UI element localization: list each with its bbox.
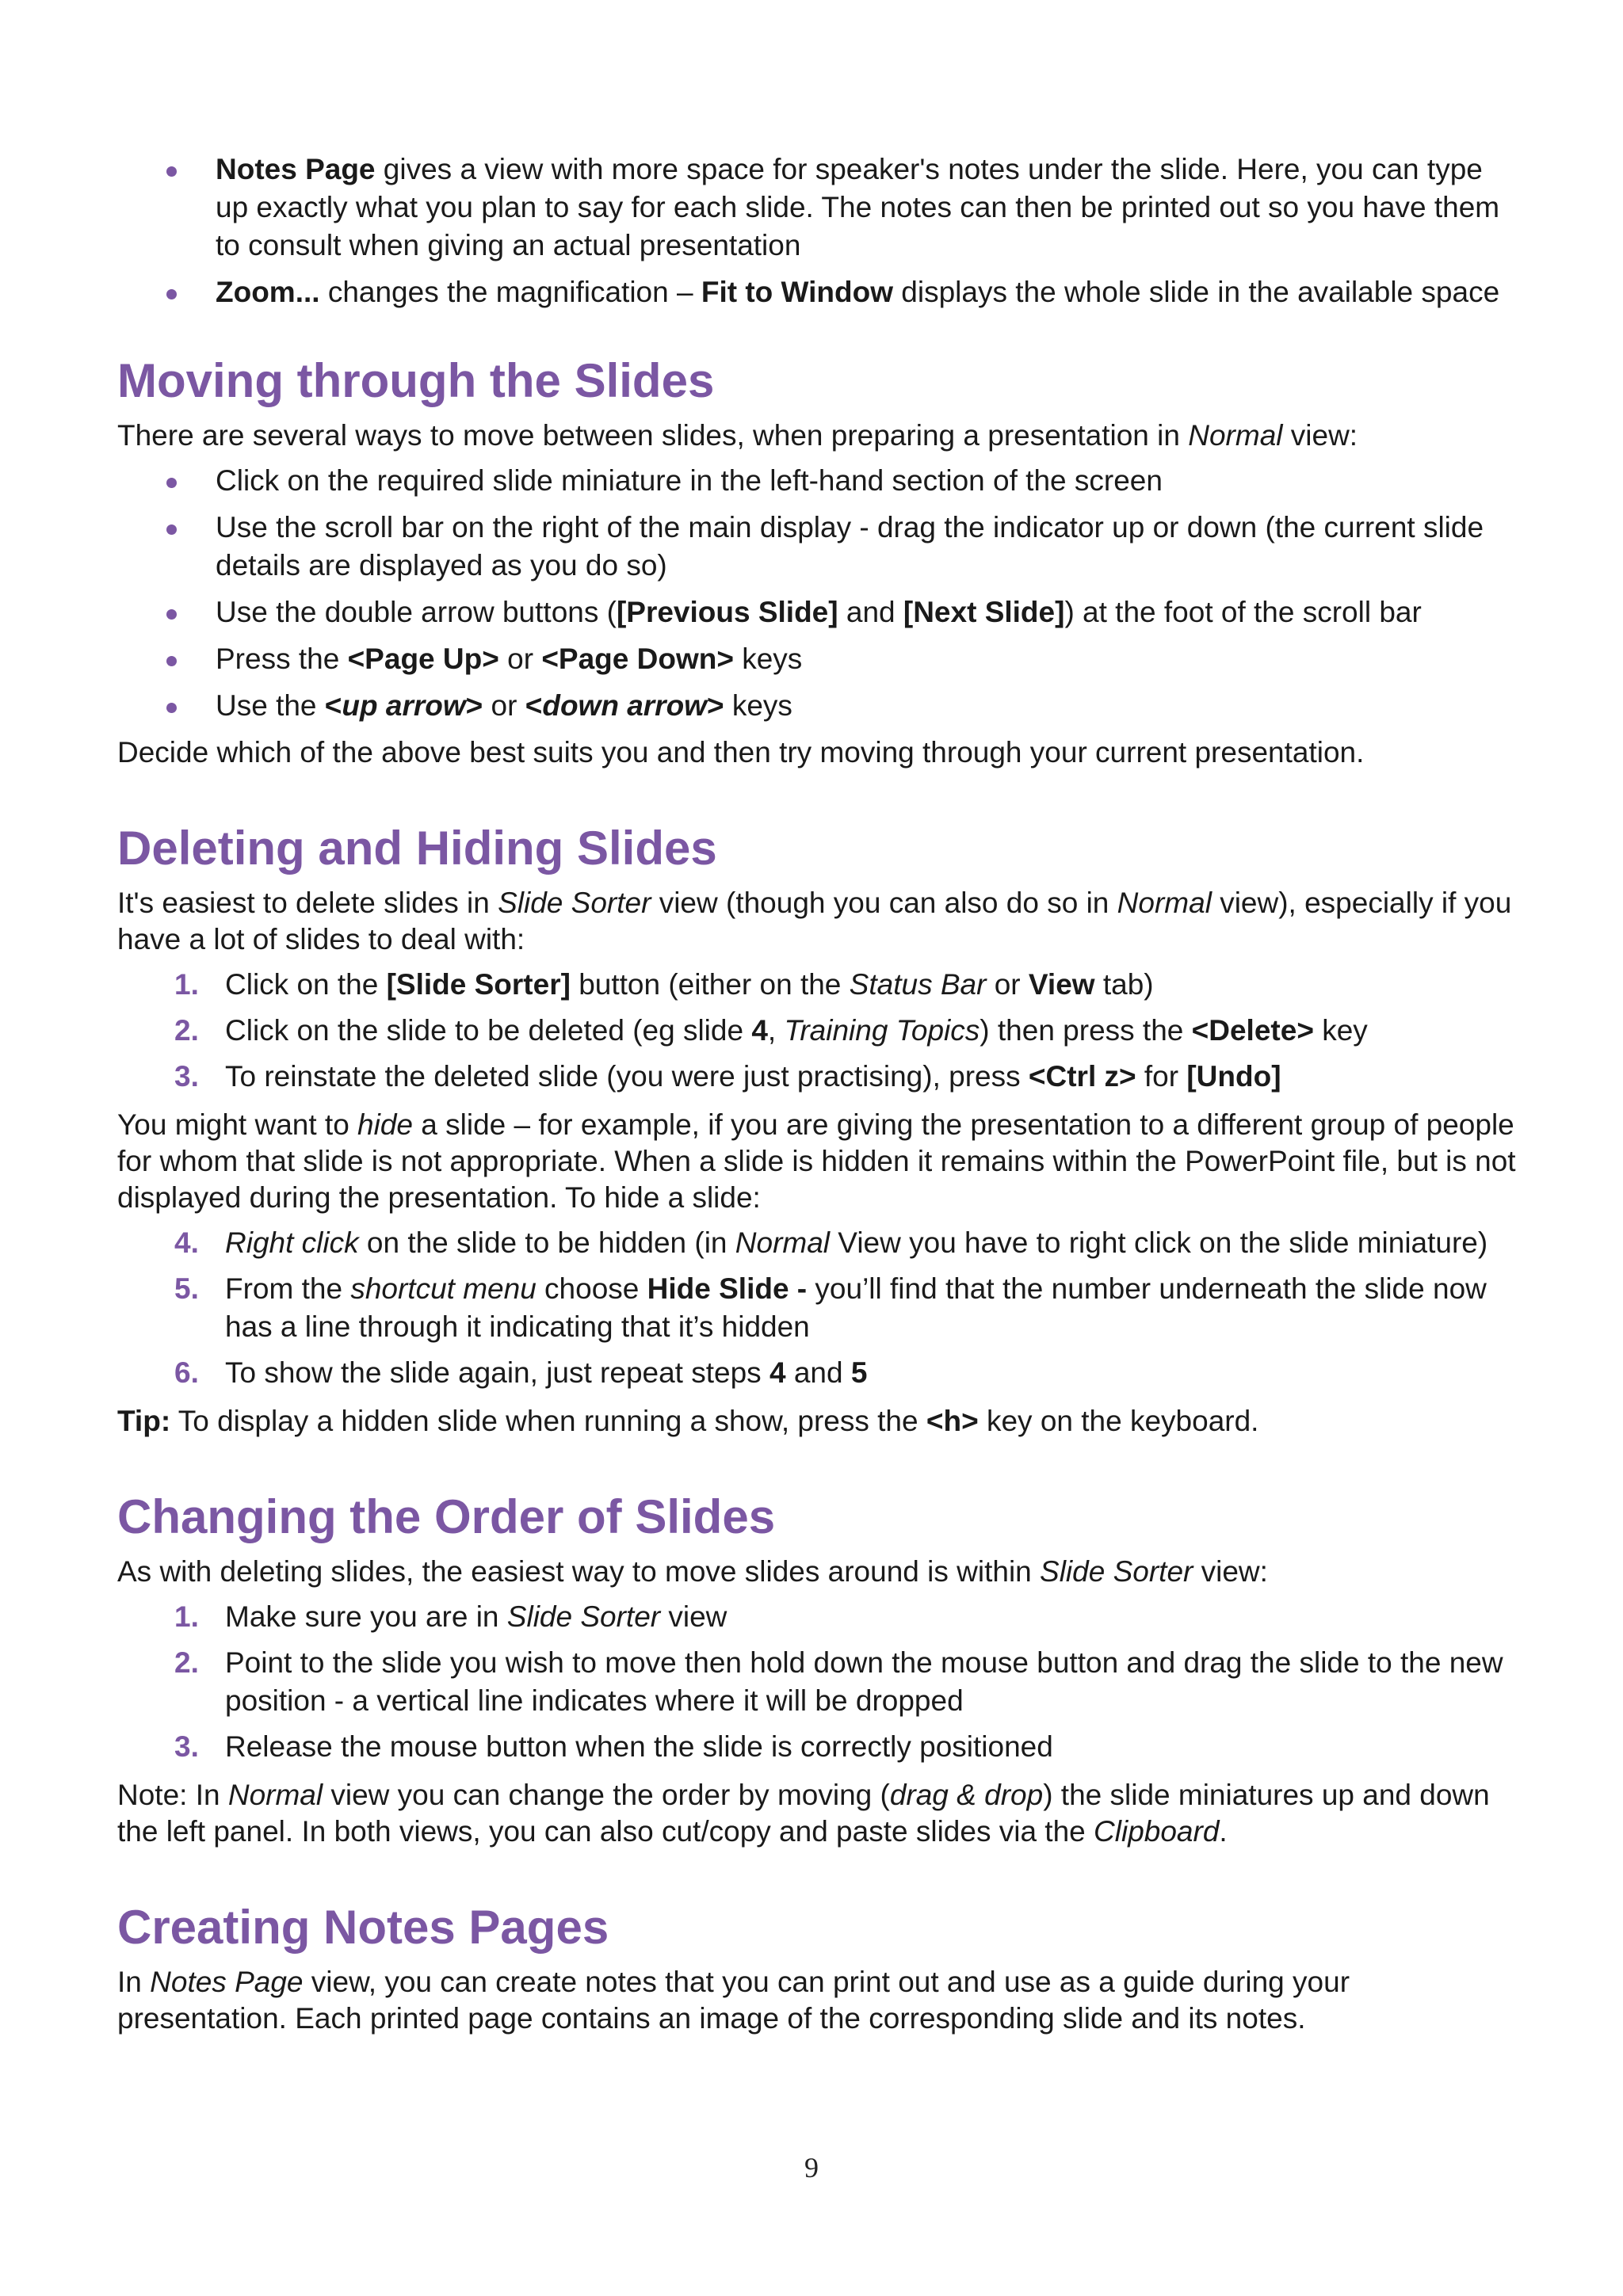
- moving-intro: There are several ways to move between slides, when preparing a presentation in Normal view:: [117, 419, 1358, 452]
- section-heading-order: Changing the Order of Slides: [117, 1490, 776, 1543]
- list-item: 1. Click on the [Slide Sorter] button (either on the Status Bar or View tab): [174, 968, 1154, 1001]
- list-item: Click on the required slide miniature in the left-hand section of the screen: [117, 462, 1520, 500]
- list-item: Use the <up arrow> or <down arrow> keys: [117, 687, 1520, 725]
- list-item: Use the scroll bar on the right of the main display - drag the indicator up or down (the current slide details are displayed as you do so): [117, 509, 1520, 585]
- delete-steps-list: [117, 966, 1520, 1096]
- page-content: [117, 151, 1520, 2037]
- tip-paragraph: Tip: To display a hidden slide when running a show, press the <h> key on the keyboard.: [117, 1405, 1259, 1437]
- section-heading-moving: Moving through the Slides: [117, 354, 715, 407]
- hide-steps-list: [117, 1224, 1520, 1392]
- list-item: Notes Page gives a view with more space for speaker's notes under the slide. Here, you can type up exactly what you plan to say for each slide. The notes can then be printed out so you have them to consult when giving an actual presentation: [117, 151, 1520, 265]
- list-item: 2. Click on the slide to be deleted (eg slide 4, Training Topics) then press the <Delete> key: [174, 1014, 1368, 1047]
- list-item: 5. From the shortcut menu choose Hide Slide - you’ll find that the number underneath the slide now has a line through it indicating that it’s hidden: [174, 1272, 1487, 1343]
- page-number: 9: [804, 2152, 819, 2183]
- section-heading-deleting: Deleting and Hiding Slides: [117, 822, 717, 875]
- order-note: Note: In Normal view you can change the order by moving (drag & drop) the slide miniatures up and down the left panel. In both views, you can also cut/copy and paste slides via the Clipboard.: [117, 1779, 1490, 1848]
- order-intro: As with deleting slides, the easiest way to move slides around is within Slide Sorter view:: [117, 1555, 1268, 1588]
- list-item: 3. To reinstate the deleted slide (you were just practising), press <Ctrl z> for [Undo]: [174, 1060, 1281, 1093]
- moving-outro: Decide which of the above best suits you and then try moving through your current presentation.: [117, 736, 1365, 769]
- view-options-list: [117, 151, 1520, 311]
- hide-intro: You might want to hide a slide – for example, if you are giving the presentation to a different group of people for whom that slide is not appropriate. When a slide is hidden it remains within the PowerPoint file, but is not displayed during the presentation. To hide a slide:: [117, 1108, 1516, 1214]
- list-item: 1. Make sure you are in Slide Sorter view: [174, 1600, 727, 1633]
- deleting-intro: It's easiest to delete slides in Slide Sorter view (though you can also do so in Normal view), especially if you have a lot of slides to deal with:: [117, 887, 1512, 955]
- list-item: 2. Point to the slide you wish to move then hold down the mouse button and drag the slide to the new position - a vertical line indicates where it will be dropped: [174, 1646, 1503, 1717]
- list-item: Zoom... changes the magnification – Fit to Window displays the whole slide in the available space: [117, 273, 1520, 311]
- list-item: 3. Release the mouse button when the slide is correctly positioned: [174, 1730, 1053, 1763]
- list-item: Use the double arrow buttons ([Previous Slide] and [Next Slide]) at the foot of the scroll bar: [117, 593, 1520, 631]
- list-item: 6. To show the slide again, just repeat steps 4 and 5: [174, 1356, 868, 1389]
- list-item: 4. Right click on the slide to be hidden (in Normal View you have to right click on the slide miniature): [174, 1226, 1488, 1259]
- notes-paragraph: In Notes Page view, you can create notes that you can print out and use as a guide during your presentation. Each printed page contains an image of the corresponding slide and its notes.: [117, 1966, 1350, 2035]
- moving-methods-list: [117, 462, 1520, 725]
- section-heading-notes: Creating Notes Pages: [117, 1901, 609, 1954]
- list-item: Press the <Page Up> or <Page Down> keys: [117, 640, 1520, 678]
- order-steps-list: [117, 1598, 1520, 1766]
